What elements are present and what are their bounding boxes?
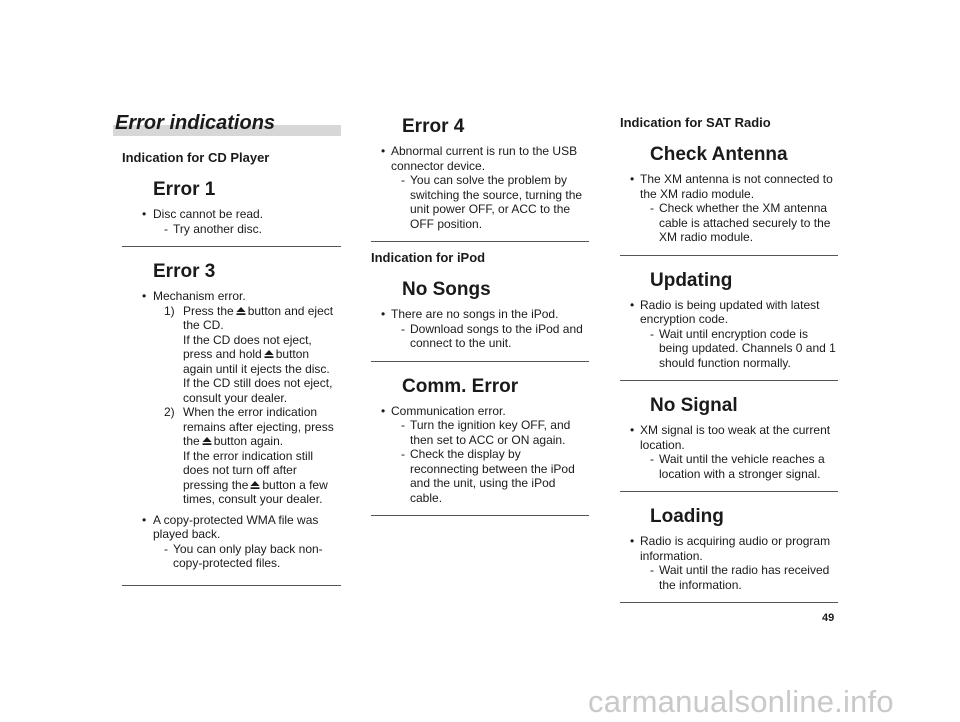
nosignal-bullet-text: XM signal is too weak at the current location. [640, 423, 831, 452]
separator [620, 491, 838, 492]
separator [371, 515, 589, 516]
separator [620, 255, 838, 256]
nosongs-dash-text: Download songs to the iPod and connect to the unit. [410, 321, 583, 350]
dash-mark: - [164, 221, 168, 236]
bullet-dot: • [381, 307, 386, 321]
error3-title: Error 3 [153, 261, 216, 282]
dash-mark: - [401, 418, 405, 432]
dash-mark: - [650, 326, 654, 341]
error1-title: Error 1 [153, 179, 216, 200]
step-number: 2) [164, 405, 175, 419]
updating-bullet-text: Radio is being updated with latest encryption code. [640, 297, 820, 326]
main-title: Error indications [115, 112, 276, 134]
step1-text-b2: button again until it ejects the disc. [183, 347, 330, 376]
error1-bullet [142, 207, 341, 236]
loading-bullet [630, 534, 838, 592]
eject-icon [202, 436, 212, 446]
step-number: 1) [164, 303, 175, 318]
bullet-dot: • [630, 423, 635, 437]
dash-mark: - [401, 173, 405, 187]
dash-mark: - [650, 563, 654, 577]
step1-text-a: Press the [183, 303, 234, 318]
commerror-dash1-text: Turn the ignition key OFF, and then set to ACC or ON again. [410, 418, 571, 447]
main-title-block [113, 112, 341, 142]
antenna-dash-text: Check whether the XM antenna cable is attached securely to the XM radio module. [659, 201, 831, 244]
error3-bullet [142, 289, 341, 507]
error3-step2 [164, 405, 341, 507]
commerror-bullet [381, 403, 589, 506]
loading-dash [650, 563, 838, 592]
column-usb-ipod [371, 112, 589, 516]
bullet-dot: • [630, 172, 635, 186]
step2-text-b2: button a few times, consult your dealer. [183, 477, 328, 506]
bullet-dot: • [381, 144, 386, 158]
ipod-heading: Indication for iPod [371, 250, 486, 265]
bullet-dot: • [142, 289, 147, 303]
nosongs-bullet [381, 307, 589, 351]
updating-dash [650, 327, 838, 371]
step2-text-b: If the error indication still does not turn off after pressing the [183, 448, 314, 492]
dash-mark: - [401, 447, 405, 461]
dash-mark: - [650, 201, 654, 215]
separator [371, 361, 589, 362]
dash-mark: - [401, 321, 405, 336]
commerror-dash1 [401, 418, 589, 447]
error3-dash2-text: You can only play back non-copy-protected files. [173, 541, 323, 570]
eject-icon [264, 349, 274, 359]
error1-bullet-text: Disc cannot be read. [153, 207, 264, 221]
error3-step1 [164, 304, 341, 406]
step1-text-a2: button and eject the CD. [183, 303, 334, 332]
dash-mark: - [650, 452, 654, 466]
error3-dash2 [164, 542, 341, 571]
error4-bullet [381, 144, 589, 231]
watermark: carmanualsonline.info [588, 684, 894, 719]
error4-title: Error 4 [402, 116, 465, 137]
eject-icon [250, 480, 260, 490]
commerror-title: Comm. Error [402, 375, 519, 397]
bullet-dot: • [630, 297, 635, 312]
commerror-dash2 [401, 447, 589, 505]
bullet-dot: • [630, 534, 635, 548]
bullet-dot: • [142, 207, 147, 221]
updating-bullet [630, 297, 838, 371]
commerror-dash2-text: Check the display by reconnecting between the iPod and the unit, using the iPod cable. [410, 447, 575, 505]
step1-text-b: If the CD does not eject, press and hold [183, 332, 312, 361]
updating-dash-text: Wait until encryption code is being updated. Channels 0 and 1 should function normally. [659, 326, 836, 370]
cd-heading: Indication for CD Player [122, 150, 270, 165]
sat-heading: Indication for SAT Radio [620, 115, 771, 130]
error3-bullet2-text: A copy-protected WMA file was played back. [153, 512, 319, 541]
error1-dash [164, 222, 341, 237]
column-sat-radio [620, 112, 838, 603]
eject-icon [236, 306, 246, 316]
error3-bullet2 [142, 512, 341, 571]
nosignal-bullet [630, 423, 838, 481]
step1-text-c: If the CD still does not eject, consult your dealer. [183, 376, 333, 405]
nosignal-title: No Signal [650, 395, 738, 416]
error4-dash [401, 173, 589, 231]
error1-dash-text: Try another disc. [173, 221, 262, 236]
bullet-dot: • [142, 512, 147, 527]
updating-title: Updating [650, 269, 733, 291]
step2-text-a2: button again. [213, 434, 284, 448]
bullet-dot: • [381, 403, 386, 418]
separator [122, 585, 341, 586]
separator [371, 241, 589, 242]
antenna-dash [650, 201, 838, 245]
antenna-title: Check Antenna [650, 144, 788, 165]
step2-text-a: When the error indication remains after ejecting, press the [183, 405, 334, 448]
nosignal-dash [650, 452, 838, 481]
separator [620, 602, 838, 603]
error4-dash-text: You can solve the problem by switching the source, turning the unit power OFF, or ACC to the OFF position. [410, 173, 583, 231]
dash-mark: - [164, 541, 168, 556]
loading-bullet-text: Radio is acquiring audio or program information. [640, 534, 831, 563]
column-cd [113, 112, 341, 586]
separator [620, 380, 838, 381]
nosongs-dash [401, 322, 589, 351]
separator [122, 246, 341, 247]
commerror-bullet-text: Communication error. [391, 403, 506, 418]
antenna-bullet-text: The XM antenna is not connected to the XM radio module. [640, 172, 833, 201]
error4-bullet-text: Abnormal current is run to the USB connector device. [391, 144, 578, 173]
nosongs-bullet-text: There are no songs in the iPod. [391, 307, 559, 321]
loading-title: Loading [650, 506, 724, 527]
nosongs-title: No Songs [402, 279, 491, 300]
page-number: 49 [822, 612, 835, 624]
nosignal-dash-text: Wait until the vehicle reaches a location with a stronger signal. [659, 452, 825, 481]
error3-bullet-text: Mechanism error. [153, 289, 246, 303]
loading-dash-text: Wait until the radio has received the information. [659, 563, 830, 592]
antenna-bullet [630, 172, 838, 245]
